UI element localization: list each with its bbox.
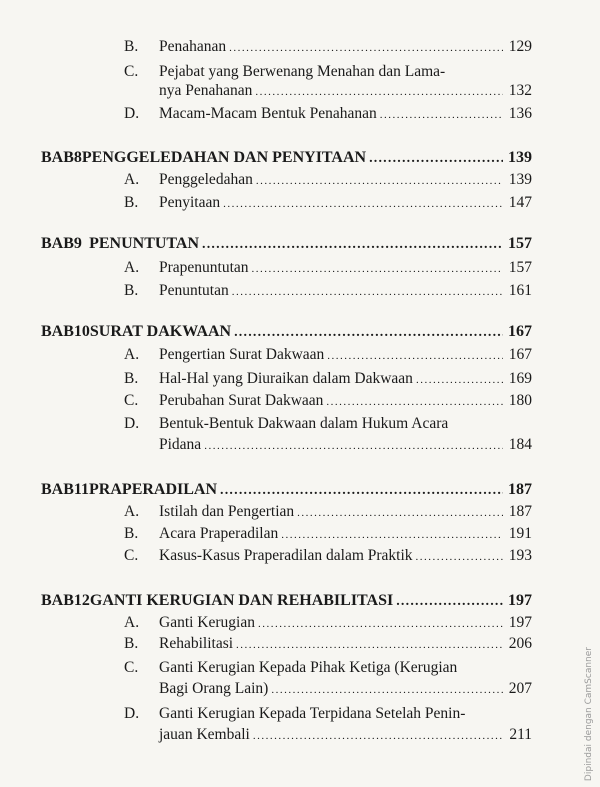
dot-leader xyxy=(416,547,503,567)
page-number: 169 xyxy=(508,370,532,387)
dot-leader xyxy=(204,436,503,456)
toc-entry: D. Ganti Kerugian Kepada Terpidana Setelah Penin- xyxy=(124,705,466,722)
entry-title: Penyitaan xyxy=(159,194,221,211)
toc-entry: B. Acara Praperadilan ..... 191 xyxy=(124,524,532,545)
page-number: 184 xyxy=(508,436,532,453)
chapter-heading: BAB 11 PRAPERADILAN ..... 187 xyxy=(41,480,532,501)
page-number: 147 xyxy=(508,194,532,211)
dot-leader xyxy=(327,346,503,366)
chapter-title: PRAPERADILAN xyxy=(89,481,218,498)
page-number: 197 xyxy=(508,614,532,631)
scanner-watermark: Dipindai dengan CamScanner xyxy=(584,646,594,781)
chapter-heading: BAB 8 PENGGELEDAHAN DAN PENYITAAN ..... 139 xyxy=(41,148,532,169)
toc-entry: C. Pejabat yang Berwenang Menahan dan Lama- xyxy=(124,63,446,80)
dot-leader xyxy=(232,282,503,302)
dot-leader xyxy=(271,680,503,700)
dot-leader xyxy=(220,481,503,501)
entry-title: Rehabilitasi xyxy=(159,635,234,652)
dot-leader xyxy=(380,105,503,125)
page-number: 132 xyxy=(508,82,532,99)
page-number: 136 xyxy=(508,105,532,122)
page-number: 157 xyxy=(508,259,532,276)
dot-leader xyxy=(369,149,503,169)
dot-leader xyxy=(223,194,503,214)
entry-title: Penggeledahan xyxy=(159,171,253,188)
toc-entry: A. Istilah dan Pengertian ..... 187 xyxy=(124,502,532,523)
page-number: 167 xyxy=(508,346,532,363)
page-number: 197 xyxy=(508,592,532,609)
page-number: 157 xyxy=(508,235,532,252)
toc-entry: C. Perubahan Surat Dakwaan ..... 180 xyxy=(124,391,532,412)
toc-entry: C. Kasus-Kasus Praperadilan dalam Praktik ..... 193 xyxy=(124,546,532,567)
chapter-heading: BAB 9 PENUNTUTAN ..... 157 xyxy=(41,234,532,255)
entry-title: Pejabat yang Berwenang Menahan dan Lama- xyxy=(159,63,446,80)
toc-entry: B. Hal-Hal yang Diuraikan dalam Dakwaan ..... 169 xyxy=(124,369,532,390)
entry-title: Penuntutan xyxy=(159,282,229,299)
dot-leader xyxy=(396,592,503,612)
toc-entry-continuation: Bagi Orang Lain) ..... 207 xyxy=(159,679,532,700)
toc-entry: B. Rehabilitasi ..... 206 xyxy=(124,634,532,655)
dot-leader xyxy=(416,370,503,390)
page-number: 187 xyxy=(508,481,532,498)
page-number: 211 xyxy=(509,726,532,743)
page-number: 206 xyxy=(508,635,532,652)
chapter-heading: BAB 10 SURAT DAKWAAN ..... 167 xyxy=(41,322,532,343)
entry-title: Penahanan xyxy=(159,38,227,55)
dot-leader xyxy=(253,726,503,746)
toc-entry: B. Penyitaan ..... 147 xyxy=(124,193,532,214)
toc-entry-continuation: nya Penahanan ..... 132 xyxy=(159,81,532,102)
entry-title: Ganti Kerugian Kepada Pihak Ketiga (Kerugian xyxy=(159,659,458,676)
entry-title: Pengertian Surat Dakwaan xyxy=(159,346,325,363)
toc-entry: C. Ganti Kerugian Kepada Pihak Ketiga (Kerugian xyxy=(124,659,458,676)
dot-leader xyxy=(256,171,503,191)
chapter-heading: BAB 12 GANTI KERUGIAN DAN REHABILITASI ..... 197 xyxy=(41,591,532,612)
page-number: 161 xyxy=(508,282,532,299)
entry-title: Hal-Hal yang Diuraikan dalam Dakwaan xyxy=(159,370,413,387)
page-number: 139 xyxy=(508,171,532,188)
page-number: 187 xyxy=(508,503,532,520)
toc-entry: A. Penggeledahan ..... 139 xyxy=(124,170,532,191)
toc-entry-continuation: Pidana ..... 184 xyxy=(159,435,532,456)
chapter-title: GANTI KERUGIAN DAN REHABILITASI xyxy=(89,592,394,609)
toc-entry: A. Prapenuntutan ..... 157 xyxy=(124,258,532,279)
toc-entry-continuation: jauan Kembali ..... 211 xyxy=(159,725,532,746)
entry-title: Bentuk-Bentuk Dakwaan dalam Hukum Acara xyxy=(159,415,449,432)
entry-title: Perubahan Surat Dakwaan xyxy=(159,392,324,409)
dot-leader xyxy=(252,259,503,279)
entry-title: Istilah dan Pengertian xyxy=(159,503,295,520)
toc-entry: B. Penuntutan ..... 161 xyxy=(124,281,532,302)
page-number: 193 xyxy=(508,547,532,564)
toc-entry: D. Bentuk-Bentuk Dakwaan dalam Hukum Acara xyxy=(124,415,449,432)
chapter-title: PENUNTUTAN xyxy=(89,235,200,252)
dot-leader xyxy=(229,38,503,58)
dot-leader xyxy=(297,503,503,523)
dot-leader xyxy=(236,635,503,655)
entry-title: Kasus-Kasus Praperadilan dalam Praktik xyxy=(159,547,413,564)
dot-leader xyxy=(255,82,503,102)
dot-leader xyxy=(326,392,503,412)
dot-leader xyxy=(234,323,503,343)
page-number: 180 xyxy=(508,392,532,409)
entry-title: Prapenuntutan xyxy=(159,259,249,276)
page-number: 139 xyxy=(508,149,532,166)
chapter-title: PENGGELEDAHAN DAN PENYITAAN xyxy=(81,149,367,166)
page-number: 129 xyxy=(508,38,532,55)
entry-title: Ganti Kerugian xyxy=(159,614,255,631)
toc-entry: A. Pengertian Surat Dakwaan ..... 167 xyxy=(124,345,532,366)
entry-title: Macam-Macam Bentuk Penahanan xyxy=(159,105,377,122)
dot-leader xyxy=(258,614,503,634)
dot-leader xyxy=(281,525,503,545)
page-number: 167 xyxy=(508,323,532,340)
page-number: 207 xyxy=(508,680,532,697)
toc-entry: B. Penahanan ..... 129 xyxy=(124,37,532,58)
toc-entry: A. Ganti Kerugian ..... 197 xyxy=(124,613,532,634)
chapter-title: SURAT DAKWAAN xyxy=(89,323,232,340)
page-number: 191 xyxy=(508,525,532,542)
entry-title: Acara Praperadilan xyxy=(159,525,279,542)
dot-leader xyxy=(202,235,503,255)
entry-title: Ganti Kerugian Kepada Terpidana Setelah Penin- xyxy=(159,705,466,722)
toc-entry: D. Macam-Macam Bentuk Penahanan ..... 136 xyxy=(124,104,532,125)
